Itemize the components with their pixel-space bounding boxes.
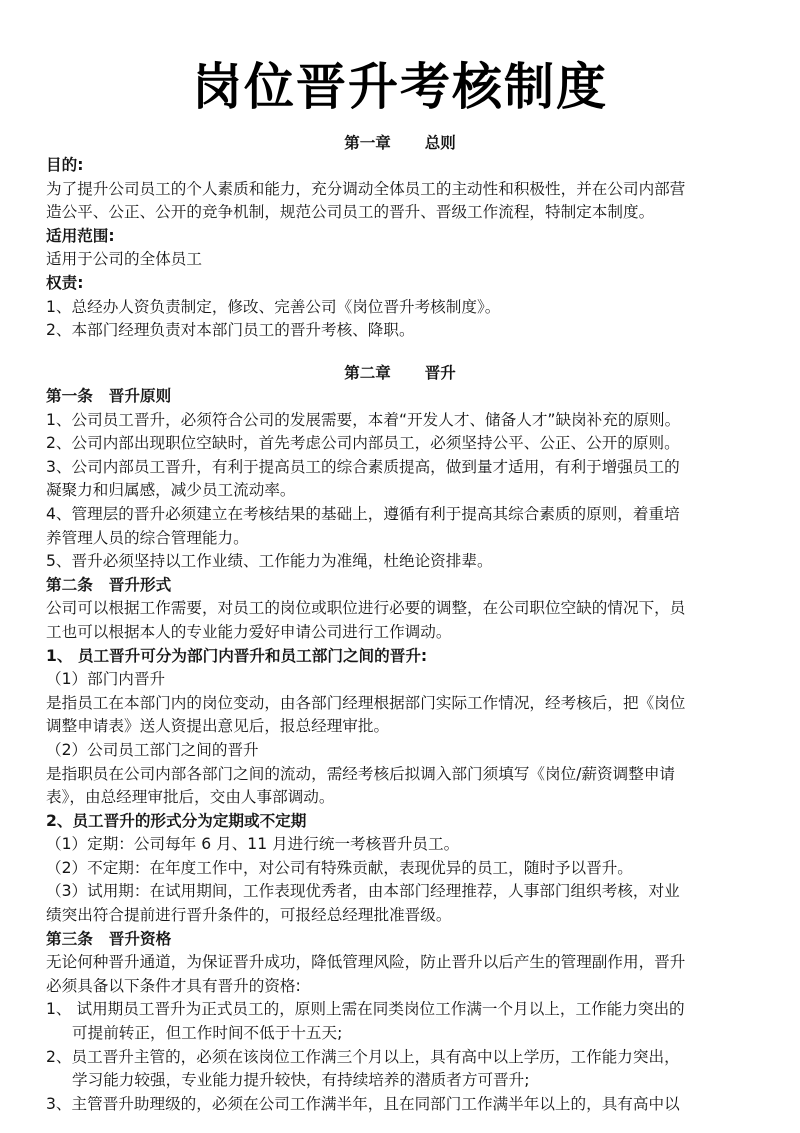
qualification-item-cont: 可提前转正，但工作时间不低于十五天;	[72, 1024, 343, 1043]
form-point-2-line: 绩突出符合提前进行晋升条件的，可报经总经理批准晋级。	[46, 906, 452, 925]
principle-line: 4、管理层的晋升必须建立在考核结果的基础上，遵循有利于提高其综合素质的原则，着重培	[46, 504, 680, 523]
principle-line: 2、公司内部出现职位空缺时，首先考虑公司内部员工，必须坚持公平、公正、公开的原则。	[46, 434, 680, 453]
form-point-2-line: （2）不定期：在年度工作中，对公司有特殊贡献，表现优异的员工，随时予以晋升。	[46, 858, 633, 877]
duty-item: 2、本部门经理负责对本部门员工的晋升考核、降职。	[46, 321, 415, 340]
form-sub-1-heading: （1）部门内晋升	[46, 670, 166, 689]
article-1-label: 第一条	[46, 387, 93, 405]
form-intro-line: 公司可以根据工作需要，对员工的岗位或职位进行必要的调整，在公司职位空缺的情况下，员	[46, 599, 686, 618]
scope-heading: 适用范围:	[46, 226, 115, 245]
form-sub-2-line: 是指职员在公司内部各部门之间的流动，需经考核后拟调入部门须填写《岗位/薪资调整申请	[46, 764, 676, 783]
form-point-2-line: （1）定期：公司每年 6 月、11 月进行统一考核晋升员工。	[46, 835, 460, 854]
article-2-heading	[46, 574, 776, 598]
article-1-name: 晋升原则	[108, 387, 172, 405]
form-point-2-heading: 2、员工晋升的形式分为定期或不定期	[46, 811, 307, 830]
form-point-2-line: （3）试用期：在试用期间，工作表现优秀者，由本部门经理推荐，人事部门组织考核，对业	[46, 882, 680, 901]
chapter-2-heading	[0, 362, 800, 384]
article-3-label: 第三条	[46, 929, 93, 948]
form-intro-line: 工也可以根据本人的专业能力爱好申请公司进行工作调动。	[46, 622, 452, 641]
qualification-item-cont: 学习能力较强，专业能力提升较快，有持续培养的潜质者方可晋升;	[72, 1071, 530, 1090]
article-1-heading	[46, 385, 776, 409]
form-sub-1-line: 调整申请表》送人资提出意见后，报总经理审批。	[46, 717, 390, 736]
form-sub-2-heading: （2）公司员工部门之间的晋升	[46, 740, 259, 759]
form-sub-1-line: 是指员工在本部门内的岗位变动，由各部门经理根据部门实际工作情况，经考核后，把《岗位	[46, 693, 686, 712]
qualification-intro-line: 无论何种晋升通道，为保证晋升成功，降低管理风险，防止晋升以后产生的管理副作用，晋升	[46, 953, 686, 972]
purpose-line: 为了提升公司员工的个人素质和能力，充分调动全体员工的主动性和积极性，并在公司内部营	[46, 179, 686, 198]
chapter-1-body	[46, 154, 776, 343]
form-point-1-heading: 1、 员工晋升可分为部门内晋升和员工部门之间的晋升:	[46, 646, 428, 665]
document-title: 岗位晋升考核制度	[192, 58, 608, 116]
principle-line: 3、公司内部员工晋升，有利于提高员工的综合素质提高，做到量才适用，有利于增强员工的	[46, 457, 680, 476]
chapter-1-name: 总则	[424, 134, 456, 152]
scope-text: 适用于公司的全体员工	[46, 250, 202, 269]
chapter-2-name: 晋升	[424, 364, 456, 382]
qualification-item: 3、主管晋升助理级的，必须在公司工作满半年，且在同部门工作满半年以上的，具有高中以	[46, 1094, 680, 1113]
chapter-1-heading	[0, 132, 800, 154]
purpose-heading: 目的:	[46, 156, 84, 174]
form-sub-2-line: 表》，由总经理审批后，交由人事部调动。	[46, 788, 335, 807]
purpose-line: 造公平、公正、公开的竞争机制，规范公司员工的晋升、晋级工作流程，特制定本制度。	[46, 203, 655, 222]
article-2-name: 晋升形式	[108, 575, 172, 594]
qualification-item: 2、员工晋升主管的，必须在该岗位工作满三个月以上，具有高中以上学历，工作能力突出，	[46, 1047, 680, 1066]
chapter-2-body	[46, 385, 776, 1116]
article-3-name: 晋升资格	[108, 929, 172, 948]
qualification-intro-line: 必须具备以下条件才具有晋升的资格:	[46, 976, 301, 995]
duty-item: 1、总经办人资负责制定，修改、完善公司《岗位晋升考核制度》。	[46, 297, 501, 316]
article-3-heading	[46, 928, 776, 952]
chapter-1-label: 第一章	[344, 134, 391, 152]
chapter-2-label: 第二章	[344, 364, 391, 382]
principle-line: 凝聚力和归属感，减少员工流动率。	[46, 481, 296, 500]
principle-line: 1、公司员工晋升，必须符合公司的发展需要，本着“开发人才、储备人才”缺岗补充的原则。	[46, 410, 681, 429]
duty-heading: 权责:	[46, 273, 84, 292]
article-2-label: 第二条	[46, 575, 93, 594]
principle-line: 5、晋升必须坚持以工作业绩、工作能力为准绳，杜绝论资排辈。	[46, 552, 493, 571]
principle-line: 养管理人员的综合管理能力。	[46, 528, 249, 547]
qualification-item: 1、 试用期员工晋升为正式员工的，原则上需在同类岗位工作满一个月以上，工作能力突出的	[46, 1000, 685, 1019]
